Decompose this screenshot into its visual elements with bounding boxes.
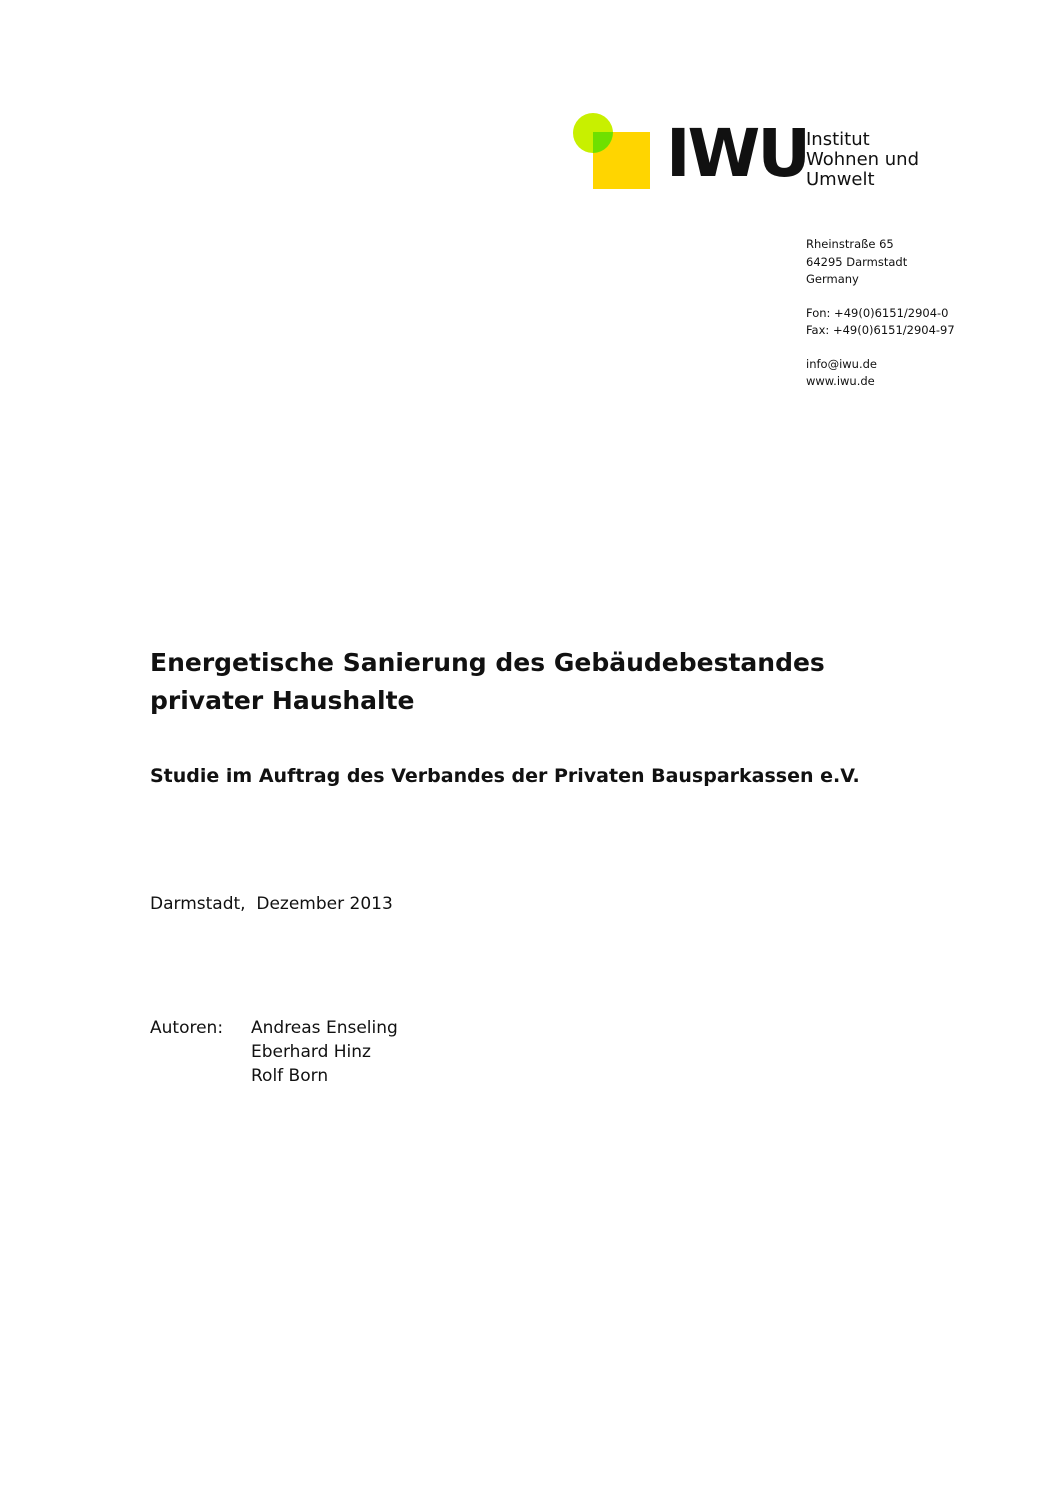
address-street: Rheinstraße 65 xyxy=(806,237,894,251)
document-subtitle: Studie im Auftrag des Verbandes der Privaten Bausparkassen e.V. xyxy=(150,765,860,787)
authors-list xyxy=(251,1016,398,1088)
address-fax: Fax: +49(0)6151/2904-97 xyxy=(806,323,955,337)
logo-wordmark: IWU xyxy=(666,115,808,192)
logo-name-line: Umwelt xyxy=(806,169,875,190)
iwu-logo xyxy=(570,110,950,194)
address-country: Germany xyxy=(806,272,859,286)
logo-mark-icon xyxy=(570,110,650,190)
address-city: 64295 Darmstadt xyxy=(806,254,908,269)
document-title xyxy=(150,644,910,720)
authors-label: Autoren: xyxy=(150,1018,224,1038)
author-name: Rolf Born xyxy=(251,1066,329,1086)
logo-name-line: Wohnen und xyxy=(806,149,920,170)
logo-name-line: Institut xyxy=(806,129,870,150)
title-line: Energetische Sanierung des Gebäudebestandes xyxy=(150,648,825,677)
address-phone: Fon: +49(0)6151/2904-0 xyxy=(806,305,949,320)
address-web: www.iwu.de xyxy=(806,374,875,388)
logo-institute-name xyxy=(806,130,919,190)
author-name: Andreas Enseling xyxy=(251,1018,398,1038)
address-block xyxy=(806,236,955,391)
place-and-date: Darmstadt, Dezember 2013 xyxy=(150,894,393,914)
address-email: info@iwu.de xyxy=(806,356,877,371)
title-line: privater Haushalte xyxy=(150,686,415,715)
author-name: Eberhard Hinz xyxy=(251,1042,371,1062)
